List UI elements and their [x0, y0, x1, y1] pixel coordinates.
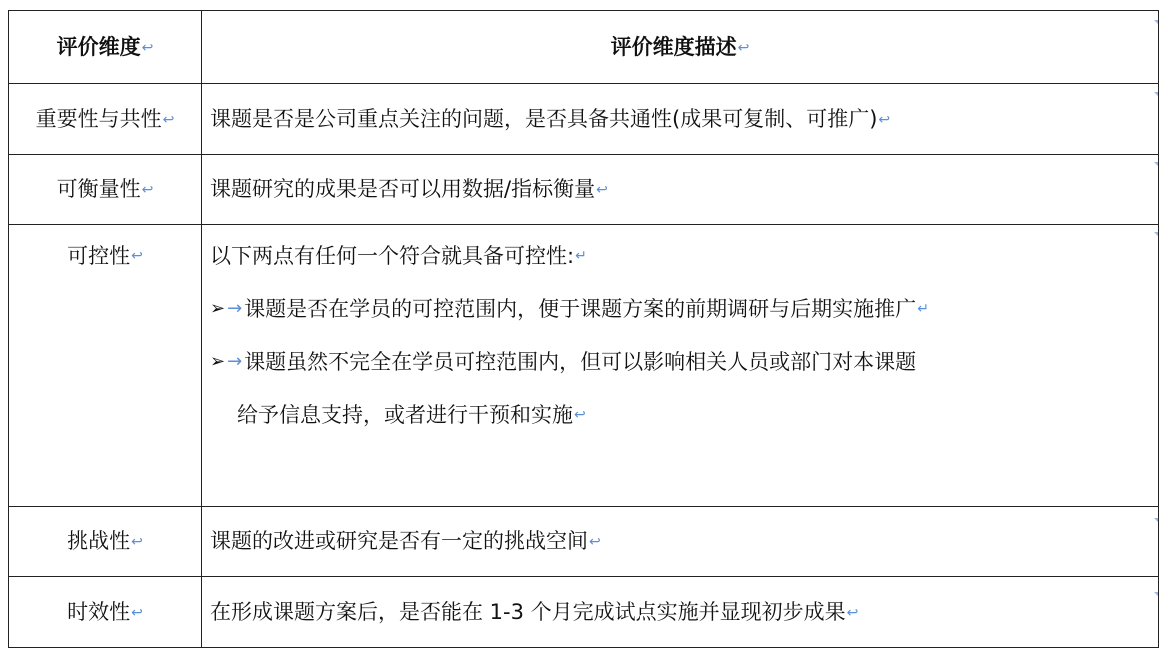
- dimension-text: 时效性: [67, 599, 131, 624]
- description-cell: [202, 577, 1159, 648]
- description-cell: [202, 507, 1159, 577]
- table-row: [9, 225, 1159, 507]
- row-end-marker: [1154, 20, 1158, 24]
- dimension-line: [13, 229, 197, 282]
- cell-end-mark: ↩: [131, 604, 143, 621]
- dimension-cell: [9, 577, 202, 648]
- row-end-marker: [1154, 92, 1158, 96]
- description-text: 课题是否是公司重点关注的问题，是否具备共通性(成果可复制、可推广): [210, 106, 878, 131]
- bullet-arrow-icon: ➢: [210, 350, 226, 372]
- dimension-cell: [9, 155, 202, 225]
- table-row: [9, 155, 1159, 225]
- dimension-text: 重要性与共性: [35, 106, 162, 131]
- description-text: 在形成课题方案后，是否能在 1-3 个月完成试点实施并显现初步成果: [210, 599, 846, 624]
- header-description-text: 评价维度描述: [610, 34, 737, 59]
- cell-end-mark: ↩: [162, 111, 175, 128]
- cell-end-mark: ↩: [141, 39, 154, 56]
- tab-mark-icon: →: [227, 350, 243, 372]
- dimension-cell: [9, 84, 202, 155]
- table-row: [9, 507, 1159, 577]
- bullet-line: [210, 335, 1150, 388]
- table-header-row: [9, 11, 1159, 84]
- dimension-text: 可衡量性: [56, 177, 141, 201]
- paragraph-mark: ↵: [917, 300, 929, 317]
- bullet-line: [210, 282, 1150, 335]
- cell-end-mark: ↩: [737, 39, 750, 56]
- description-text: 课题研究的成果是否可以用数据/指标衡量: [210, 177, 596, 201]
- row-end-marker: [1154, 232, 1158, 236]
- dimension-cell: [9, 225, 202, 507]
- description-cell: [202, 84, 1159, 155]
- row-end-marker: [1154, 592, 1158, 596]
- row-end-marker: [1154, 518, 1158, 522]
- dimension-text: 挑战性: [67, 529, 131, 553]
- evaluation-criteria-table: [8, 10, 1159, 648]
- description-text: 课题的改进或研究是否有一定的挑战空间: [210, 529, 588, 553]
- tab-mark-icon: →: [227, 297, 243, 319]
- table-row: [9, 84, 1159, 155]
- header-cell-dimension: [9, 11, 202, 84]
- header-cell-description: [202, 11, 1159, 84]
- cell-end-mark: ↩: [596, 182, 608, 198]
- description-cell: [202, 155, 1159, 225]
- row-end-marker: [1154, 162, 1158, 166]
- table-row: [9, 577, 1159, 648]
- bullet-arrow-icon: ➢: [210, 297, 226, 319]
- header-dimension-text: 评价维度: [56, 34, 141, 59]
- cell-end-mark: ↩: [574, 406, 586, 423]
- paragraph-mark: ↵: [575, 247, 587, 264]
- control-intro-text: 以下两点有任何一个符合就具备可控性:: [210, 243, 575, 268]
- bullet-text: 课题是否在学员的可控范围内，便于课题方案的前期调研与后期实施推广: [244, 296, 917, 321]
- control-intro-line: [210, 229, 1150, 282]
- cell-end-mark: ↩: [131, 534, 143, 550]
- cell-end-mark: ↩: [589, 534, 601, 550]
- cell-end-mark: ↩: [846, 604, 859, 621]
- dimension-text: 可控性: [67, 243, 131, 268]
- cell-end-mark: ↩: [131, 247, 143, 264]
- bullet-continuation-line: [210, 388, 1150, 441]
- dimension-cell: [9, 507, 202, 577]
- description-cell: [202, 225, 1159, 507]
- bullet-continuation-text: 给予信息支持，或者进行干预和实施: [237, 402, 573, 427]
- cell-end-mark: ↩: [878, 111, 891, 128]
- cell-end-mark: ↩: [141, 182, 154, 198]
- bullet-text: 课题虽然不完全在学员可控范围内，但可以影响相关人员或部门对本课题: [244, 349, 917, 374]
